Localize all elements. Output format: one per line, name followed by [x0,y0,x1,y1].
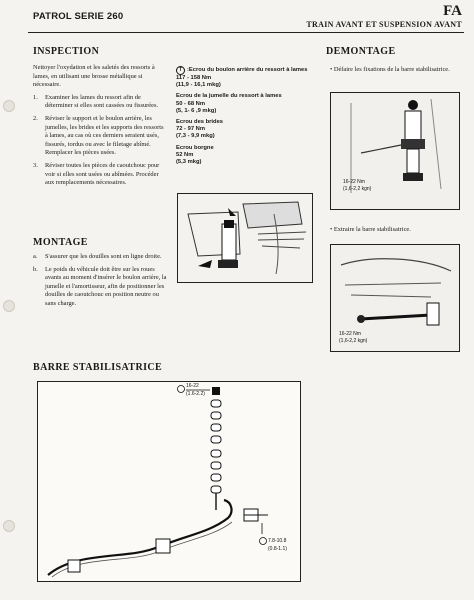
svg-text:(1.6-2.2): (1.6-2.2) [186,391,205,397]
demontage-figure-2 [330,244,460,352]
torque-spec-1: T :Ecrou du boulon arrière du ressort à lames 117 - 158 Nm (11,9 - 16,1 mkg) [176,67,308,89]
torque-label-a: 16-22 [186,383,199,389]
binder-hole [3,300,15,312]
stabilizer-removal-drawing [331,245,459,351]
inspection-heading: INSPECTION [33,46,100,57]
stabilizer-bar-drawing [38,382,300,581]
inspection-step: 3. Réviser toutes les pièces de caoutchouc pour voir si elles sont usées ou abîmées. Procéder aux remplacements nécessaires. [33,161,160,187]
bullet-icon: • [330,66,334,73]
svg-text:(1,6-2,2 kgn): (1,6-2,2 kgn) [339,338,368,344]
torque-label-2: 16-22 Nm [339,331,361,337]
bullet-icon: • [330,226,334,233]
inspection-step: 2. Réviser le support et le boulon arrière, les jumelles, les brides et les supports des ressorts à lames, au cas où ces derniers seraient usés, fissurés, tordus ou avec le filetage abîmé. Remplacer les pièces usées. [33,114,164,157]
binder-hole [3,100,15,112]
montage-step: b. Le poids du véhicule doit être sur les roues avants au moment d'insérer le boulon arrière, la jumelle et l'amortisseur, afin de positionner les douilles de caoutchouc en position neutre ou sans charge. [33,265,167,307]
leaf-spring-figure [177,193,313,283]
demontage-step-2: • Extraire la barre stabilisatrice. [330,226,411,233]
torque-spec-4: Ecrou borgne 52 Nm (5,3 mkg) [176,144,214,166]
stabilizer-bar-figure [37,381,301,582]
torque-label-b: 7.8-10.8 [268,538,287,544]
montage-steps [33,253,167,309]
svg-text:(1,6-2,2 kgn): (1,6-2,2 kgn) [343,186,372,192]
binder-hole [3,520,15,532]
montage-step: a. S'assurer que les douilles sont en ligne droite. [33,253,162,260]
demontage-step-1: • Défaire les fixations de la barre stabilisatrice. [330,66,450,73]
montage-heading: MONTAGE [33,237,88,248]
torque-symbol-icon: T [176,66,185,75]
demontage-heading: DEMONTAGE [326,46,396,57]
model-title: PATROL SERIE 260 [33,11,124,22]
montage-text [33,253,167,313]
inspection-text [33,64,167,192]
torque-specs [176,66,314,170]
torque-label-1: 16-22 Nm [343,179,365,185]
stabilizer-heading: BARRE STABILISATRICE [33,362,163,373]
demontage-figure-1 [330,92,460,210]
inspection-steps [33,94,167,188]
inspection-intro: Nettoyer l'oxydation et les saletés des ressorts à lames, en utilisant une brosse métallique si nécessaire. [33,64,155,89]
section-code: FA [443,3,462,19]
section-title: TRAIN AVANT ET SUSPENSION AVANT [306,20,462,29]
svg-text:(0.8-1.1): (0.8-1.1) [268,546,287,552]
leaf-spring-drawing [178,194,312,282]
stabilizer-fixing-drawing [331,93,459,209]
torque-spec-3: Ecrou des brides 72 - 97 Nm (7,3 - 9,9 mkg) [176,119,224,140]
header-rule [28,32,464,33]
torque-spec-2: Ecrou de la jumelle du ressort à lames 50 - 68 Nm (5, 1- 6 ,9 mkg) [176,93,282,114]
inspection-step: 1. Examiner les lames du ressort afin de déterminer si elles sont cassées ou fissurées. [33,93,159,110]
